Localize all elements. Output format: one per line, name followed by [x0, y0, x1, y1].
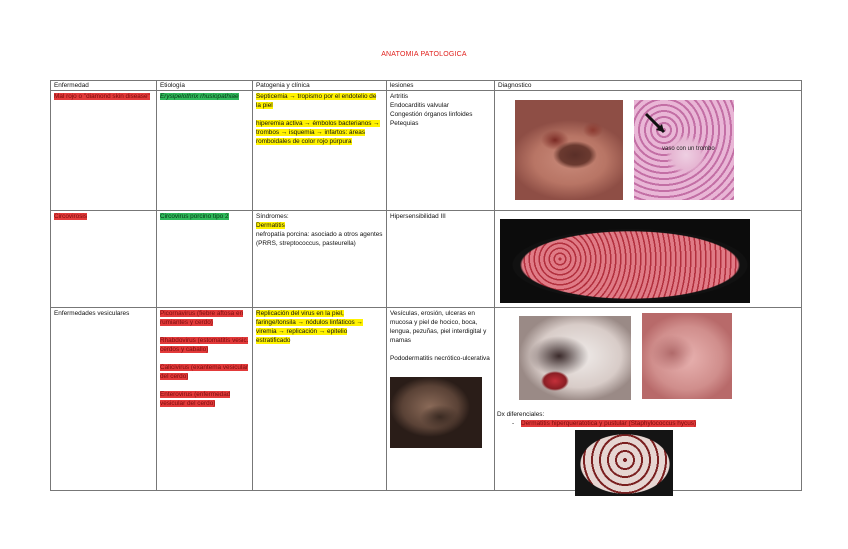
disease-name: Mal rojo o "diamond skin disease"	[54, 93, 150, 100]
agent-name: Circovirus porcino tipo 2	[160, 213, 229, 220]
agent-name: Rhabdovirus (estomatitis vesic. cerdos y caballo)	[160, 337, 249, 353]
patogenia-text: Síndromes:	[256, 213, 289, 220]
header-patogenia: Patogenia y clínica	[253, 81, 387, 91]
cell-enfermedad	[51, 91, 157, 211]
photo-skin-lesions	[515, 100, 623, 200]
lesion-item: Vesículas, erosión, ulceras en mucosa y piel de hocico, boca, lengua, pezuñas, piel interdigital y mamas	[390, 310, 487, 344]
cell-enfermedad	[51, 308, 157, 491]
cell-enfermedad	[51, 211, 157, 308]
lesion-item: Congestión órganos linfoides	[390, 111, 473, 118]
cell-lesiones	[387, 211, 495, 308]
agent-name: Calicivirus (exantema vesicular del cerdo)	[160, 364, 249, 380]
cell-patogenia	[253, 211, 387, 308]
lesion-item: Artritis	[390, 93, 409, 100]
table-header-row	[51, 81, 802, 91]
dx-item: - Dermatitis hiperqueratotica y pustular (Staphylococcus hycus)	[507, 420, 696, 427]
disease-name: Circovirosis	[54, 213, 88, 220]
lesion-item: Hipersensibilidad III	[390, 213, 446, 220]
header-enfermedad: Enfermedad	[51, 81, 157, 91]
lesion-item: Pododermatitis necrótico-ulcerativa	[390, 355, 490, 362]
photo-histology-thrombus	[634, 100, 734, 200]
cell-etiologia	[157, 91, 253, 211]
agent-name: Enterovirus (enfermedad vesicular del cerdo)	[160, 391, 231, 407]
header-diagnostico: Diagnostico	[495, 81, 802, 91]
header-lesiones: lesiones	[387, 81, 495, 91]
page-title: ANATOMIA PATOLOGICA	[381, 51, 467, 58]
photo-pig-dermatitis	[500, 219, 750, 303]
disease-name: Enfermedades vesiculares	[54, 310, 130, 317]
patogenia-text: Replicación del virus en la piel, faringe/tonsila → nódulos linfáticos → viremia → replicación → epitelio estratificado	[256, 310, 363, 344]
dx-diferenciales-label: Dx diferenciales:	[497, 411, 545, 418]
photo-pig-snout-vesicles	[519, 316, 631, 400]
cell-patogenia	[253, 308, 387, 491]
header-etiologia: Etiología	[157, 81, 253, 91]
patogenia-text: hiperemia activa → émbolos bacterianos → trombos → isquemia → infartos: áreas romboidales de color rojo púrpura	[256, 120, 380, 145]
patogenia-text: Dermatitis	[256, 222, 285, 229]
photo-ulcerative-pododermatitis	[390, 377, 482, 448]
photo-pig-foot	[642, 313, 732, 399]
agent-name: Erysipelothrix rhusiopathiae	[160, 93, 239, 100]
cell-etiologia	[157, 308, 253, 491]
lesion-item: Endocarditis valvular	[390, 102, 449, 109]
agent-name: Picornavirus (fiebre aftosa en rumiantes y cerdo)	[160, 310, 244, 326]
histology-caption: vaso con un trombo	[662, 146, 715, 152]
cell-etiologia	[157, 211, 253, 308]
cell-lesiones	[387, 91, 495, 211]
photo-pig-greasy-pig	[575, 430, 673, 496]
patogenia-text: Septicemia → tropismo por el endotelio de la piel	[256, 93, 377, 109]
patogenia-text: nefropatía porcina: asociado a otros agentes (PRRS, streptococcus, pasteurella)	[256, 231, 383, 247]
cell-patogenia	[253, 91, 387, 211]
lesion-item: Petequias	[390, 120, 419, 127]
